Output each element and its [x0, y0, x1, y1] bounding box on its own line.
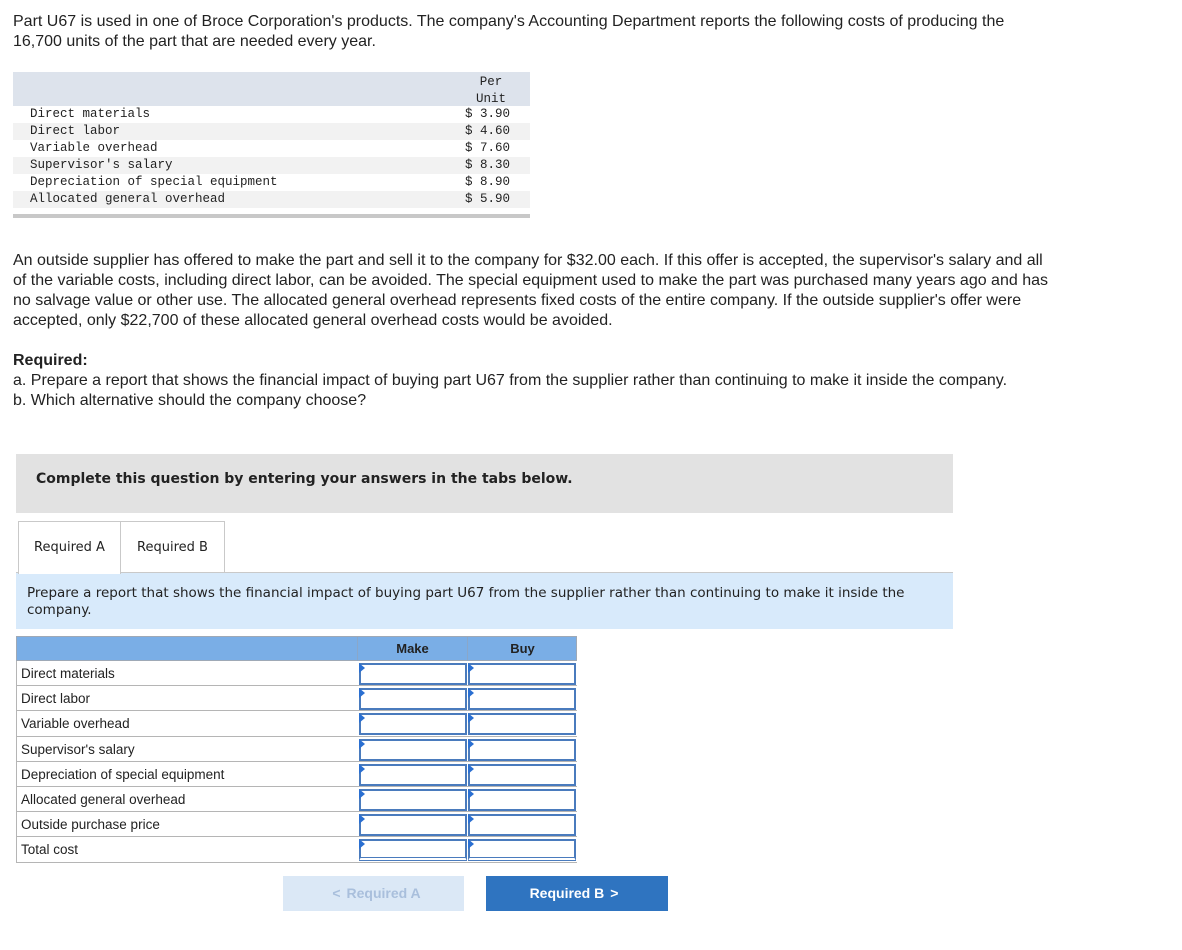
- row-label: Direct materials: [21, 666, 115, 681]
- cost-row-label: Depreciation of special equipment: [30, 175, 278, 189]
- cost-row: [13, 106, 530, 123]
- required-title: Required:: [13, 352, 88, 369]
- make-input-outside-purchase-price[interactable]: [361, 816, 465, 834]
- instruction-banner: [16, 454, 953, 513]
- row-label: Outside purchase price: [21, 817, 160, 833]
- required-b-text: b. Which alternative should the company choose?: [13, 392, 367, 409]
- cost-table-divider: [13, 208, 530, 218]
- row-label: Depreciation of special equipment: [21, 766, 225, 782]
- row-label: Total cost: [21, 842, 79, 858]
- unit-cost-table: [13, 72, 530, 218]
- instruction-text: Complete this question by entering your answers in the tabs below.: [36, 471, 573, 487]
- buy-input-outside-purchase-price[interactable]: [470, 816, 574, 834]
- cost-row-label: Supervisor's salary: [30, 158, 173, 172]
- per-unit-header-line1: Per: [479, 75, 503, 89]
- table-row: [17, 787, 577, 812]
- supplier-offer-paragraph: An outside supplier has offered to make the part and sell it to the company for $32.00 each. If this offer is accepted, the supervisor's salary and all of the variable costs, including direct labor, can be avoided. The special equipment used to make the part was purchased many years ago and has no salvage value or other use. The allocated general overhead represents fixed costs of the entire company. If the outside supplier's offer were accepted, only $22,700 of these allocated general overhead costs would be avoided.: [13, 252, 1048, 329]
- buy-input-depreciation[interactable]: [470, 766, 574, 784]
- table-row: [17, 812, 577, 837]
- make-input-total-cost[interactable]: [361, 842, 465, 858]
- row-label: Allocated general overhead: [21, 791, 186, 807]
- chevron-right-icon: >: [610, 885, 619, 901]
- buy-input-supervisors-salary[interactable]: [470, 741, 574, 759]
- row-label: Direct labor: [21, 691, 91, 707]
- make-input-direct-labor[interactable]: [361, 690, 465, 708]
- make-input-supervisors-salary[interactable]: [361, 741, 465, 759]
- column-header-make: Make: [357, 637, 467, 661]
- cost-row-value: $ 5.90: [465, 192, 511, 206]
- make-input-variable-overhead[interactable]: [361, 715, 465, 733]
- cost-row-label: Direct materials: [30, 107, 151, 121]
- cost-row-label: Allocated general overhead: [30, 192, 226, 206]
- next-button-label: Required B: [529, 885, 605, 901]
- cost-row-value: $ 8.90: [465, 175, 511, 189]
- cost-row-label: Variable overhead: [30, 141, 158, 155]
- required-section: [13, 351, 1033, 411]
- chevron-left-icon: <: [332, 885, 341, 901]
- tab-prompt-text: Prepare a report that shows the financial impact of buying part U67 from the supplier rather than continuing to make it inside the company.: [27, 585, 905, 618]
- cost-row-value: $ 7.60: [465, 141, 511, 155]
- buy-input-variable-overhead[interactable]: [470, 715, 574, 733]
- next-required-b-button[interactable]: [486, 876, 668, 911]
- answer-table-header: [16, 636, 577, 661]
- cost-row-label: Direct labor: [30, 124, 121, 138]
- make-input-direct-materials[interactable]: [361, 665, 465, 683]
- per-unit-header-line2: Unit: [475, 92, 506, 106]
- problem-intro: Part U67 is used in one of Broce Corporation's products. The company's Accounting Department reports the following costs of producing the 16,700 units of the part that are needed every year.: [13, 13, 1005, 50]
- tab-prompt: [16, 572, 953, 629]
- tab-required-b[interactable]: Required B: [121, 521, 225, 573]
- row-label: Supervisor's salary: [21, 741, 135, 757]
- table-row: [17, 661, 577, 686]
- table-row: [17, 711, 577, 736]
- cost-row: [13, 191, 530, 208]
- make-input-allocated-overhead[interactable]: [361, 791, 465, 809]
- cost-row-value: $ 3.90: [465, 107, 511, 121]
- table-row: [17, 686, 577, 711]
- table-row-total: [17, 837, 577, 862]
- cost-table-header: [13, 72, 530, 106]
- cost-row-value: $ 8.30: [465, 158, 511, 172]
- table-row: [17, 762, 577, 787]
- row-label: Variable overhead: [21, 716, 130, 732]
- buy-input-total-cost[interactable]: [470, 842, 574, 858]
- make-input-depreciation[interactable]: [361, 766, 465, 784]
- cost-row: [13, 123, 530, 140]
- cost-row-value: $ 4.60: [465, 124, 511, 138]
- column-header-buy: Buy: [467, 637, 577, 661]
- cost-row: [13, 140, 530, 157]
- prev-button-label: Required A: [346, 885, 421, 901]
- prev-required-a-button[interactable]: [283, 876, 464, 911]
- buy-input-direct-materials[interactable]: [470, 665, 574, 683]
- cost-row: [13, 174, 530, 191]
- buy-input-direct-labor[interactable]: [470, 690, 574, 708]
- table-row: [17, 737, 577, 762]
- tab-required-a[interactable]: Required A: [18, 521, 121, 574]
- buy-input-allocated-overhead[interactable]: [470, 791, 574, 809]
- make-buy-answer-table: [16, 636, 577, 863]
- cost-row: [13, 157, 530, 174]
- required-a-text: a. Prepare a report that shows the financial impact of buying part U67 from the supplier rather than continuing to make it inside the company.: [13, 372, 1008, 389]
